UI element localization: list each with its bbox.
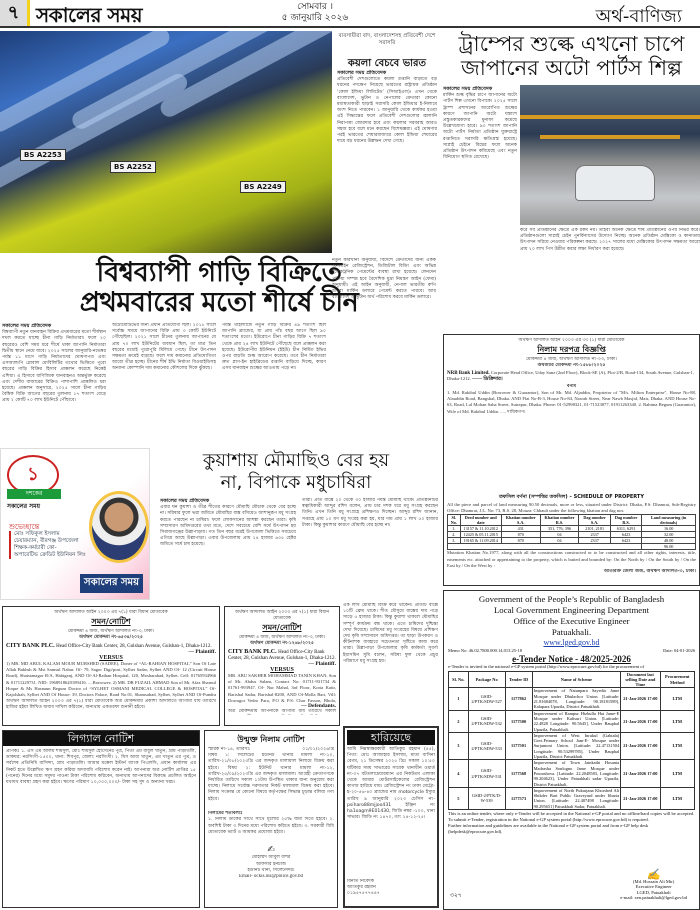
signature-icon: ✍	[646, 869, 661, 882]
summons-notice-left	[2, 606, 220, 726]
procurement-method: LTM	[660, 787, 694, 809]
schedule-cell: 1.	[448, 526, 461, 532]
package-number: GSID-2/PTK/SDW-527	[468, 688, 505, 710]
article-text: পর্যন্ত থাইল্যান্ডে নতুন গাড়ি বিক্রির ৪৯ শতাংশ ছিল জাপানি ব্র্যান্ডের, যা প্রায় পাঁচ বছর আগে ছিল ৯০ শতাংশের মতো। ইউরোপে চীনা গাড়ির বিক্রি ৭ শতাংশ থেকে প্রায় ২৪ লাখ ইউনিটে পৌঁছেছে বলে প্রাক্কলন করা হয়েছে। ইউরোপীয় ইউনিয়ন (ইইউ) চীন নির্মিত ইভির ওপর বাড়তি শুল্ক আরোপ করেছে। তবে চীন নির্মাতারা দ্রুত প্লাগ-ইন হাইব্রিডের রপ্তানি বাড়িয়ে দিচ্ছে, কারণ এসব যানবাহন শুল্কের আওতায় পড়ে না।	[222, 323, 326, 372]
cars-photo	[0, 31, 332, 253]
tender-row	[449, 732, 695, 759]
notice-body: আমি নিম্নস্বাক্ষরকারী আতিকুর রহমান (৪৫), পিতা: মোঃ আজাহার ইসলাম, মাতা বাসিনা বেগম, ২১ ডিসেম্বর ২০২৫ খ্রিঃ সকাল ১০:৫০ ঘটিকার সময় সাভারের সাবেক থানাধীন ওয়ার্ড নং-০৭ বটতলাচেয়ারম্যান এর নিকটতম এলাকা থেকে আমার মোটরসাইকেলের রেজিস্ট্রেশন কাগজ হারিয়ে যায়। রেজিস্ট্রেশন নং ঢাকা মেট্রো-হ-২০-৫৬-৪০ ব্র্যান্ডের নাম motorcycle ইস্যুর তারিখ ৯ জানুয়ারি ২০২৩ চেসিস নং- psiharo88mjjoo431 ইঞ্জিন নং ha1oagm9E01430, জিডি নম্বর -১০০, থানা সাভার। জিডি নং ১৪৭০, তাং ২৪-১২-২৫।	[347, 747, 435, 821]
notice-body: প্রাপকঃ ১. এস এম আলম শামসুল, মোঃ শামসুল হোসেনের পুত্র, পিতা এম বাবুল খাতুন, গ্রাম পাড়াতলি, ডাকঘর: নরসিংদী-১৫০০, থানা: শিবপুর, জেলা: নরসিংদী। ২. মিস আবা খাতুন, এম খাতুন এর পুত্র, ও সর্বশেষ প্রতিনিধি বাসিন্দা, গ্রাম পাড়াতলি। আমার মক্কেল ইস্টার্ন ব্যাংক পিএলসি, প্রধান কার্যালয় এর নিকট হতে উল্লেখিত ঋণ গ্রহণ করিয়া অদ্যাবধি পরিশোধ করেন নাই। আপনারা অত্র নোটিশ প্রাপ্তির ১৫ (পনের) দিনের মধ্যে সমুদয় পাওনা টাকা পরিশোধ করিবেন, অন্যথায় আপনাদের বিরুদ্ধে প্রচলিত আইনে যথাযথ ব্যবস্থা গ্রহণ করা হইবে। ঋণের পরিমাণ ১০,০০০,০০০/- টাকা সহ সুদ ও অন্যান্য খরচ।	[6, 749, 196, 786]
byline: সকালের সময় প্রতিবেদক	[2, 323, 52, 329]
row-number: 5	[449, 787, 469, 809]
case-number: অর্থজারি মোকদ্দমা নং-১৫৮৮/২০২৫	[537, 363, 606, 369]
last-selling-date: 21-Jan-2026 17:00	[621, 710, 660, 732]
row-number: 3	[449, 732, 469, 759]
trump-story-col2	[520, 228, 700, 328]
memo-number: স্মারক নং-১৪, তারিখঃ	[208, 747, 251, 752]
row-number: 1	[449, 688, 469, 710]
bee-story-col3	[343, 603, 438, 713]
row-number: 4	[449, 760, 469, 787]
column-header: Dag number S.A.	[579, 515, 610, 526]
schedule-intro: All the piece and parcel of land measuring 90.50 decimals, more or less, situated under District: Dhaka, P.S: Dhamrai, Sub-Registry Office: Dhamrai, J.L. No: 73, R.S. 28, Mouza: Chhauli under the following khatian and dag nos.	[447, 502, 696, 514]
byline: সকালের সময় প্রতিবেদক	[337, 70, 387, 76]
signature-block	[620, 869, 687, 901]
tender-id: 1177501	[505, 732, 532, 759]
lost-notice	[343, 726, 439, 908]
side-story-body	[337, 70, 437, 255]
notice-body: 1. Md. Rakibul Uddin (Borrower & Guarantor), Son of Mr. Md. Aljaddin, Proprietor of "M/s. Milton Enterprise", House No-88, Alauddin Road, Bangshal, Dhaka. AND Flat No-B-3, House No-84, Nawab Street, Near Nawb Masjid, Mair, Dhaka. AND House No-63, Road, Lal Mohan Saha Street, Sutrapur, Dhaka. Phone: 01-52998321, 01-71523877, 01911263340. 2. Rahima Begum (Guarantor), Wife of Md. Rakibul Uddin. ..... দায়িকগণ।	[447, 390, 696, 414]
tender-id: 1177568	[505, 760, 532, 787]
tender-row	[449, 688, 695, 710]
schedule-table	[447, 514, 696, 550]
plaintiff-label: — Plaintiff.	[188, 649, 216, 655]
schedule-cell: 32.00	[642, 532, 696, 538]
govt-tender-notice	[443, 590, 700, 910]
case-number: অর্থঋণ মোকদ্দমা নং-৬৫৩৪/২০২৫	[79, 635, 143, 640]
last-selling-date: 21-Jan-2026 17:00	[621, 732, 660, 759]
notice-title: উন্মুক্ত নিলাম নোটিশ	[237, 735, 305, 744]
tender-footer: Further information and guidelines are available in the National e-GP system portal and from e-GP help desk (helpdesk@eprocure.gov.bd).	[448, 823, 649, 834]
side-story-headline: কয়লা বেচবে ভারত	[347, 58, 427, 69]
schedule-cell: 6423	[610, 532, 641, 538]
court-name: মোকদ্দমা ৪ জজ, অর্থঋণ আদালত নং-০৩, ঢাকা।	[525, 357, 618, 363]
signer-label: বিনীত নিবেদক	[347, 879, 374, 884]
masthead	[0, 0, 700, 28]
article-text: এবার ঘন কুয়াশা ও তীব্র শীতের কারণে মৌমাছি মৌচাক থেকে বের হচ্ছে না। সরিষার ফুলে ভরা জমিতে মৌমাছির বাক্স বসিয়েও আশানুরূপ মধু সংগ্রহ করতে পারছেন না চাষিরা। ফলে লোকসানের আশঙ্কা করছেন তারা। কৃষি সম্প্রসারণ অধিদপ্তরের তথ্য মতে, দেশে সবচেয়ে বেশি সর্ষে উৎপাদন হয় সিরাজগঞ্জের উল্লাপাড়ায়। গত তিন বছর ধরেই উপজেলা ভিত্তিতে সবচেয়ে এগিয়ে আছে উল্লাপাড়া। এবার উপজেলায় প্রায় ২৪ হাজার ৬০৫ হেক্টর জমিতে সর্ষে চাষ হয়েছে।	[160, 505, 296, 548]
ad-brand: সকালের সময়	[7, 503, 41, 510]
ad-footer-brand: সকালের সময়	[80, 574, 143, 593]
last-selling-date: 21-Jan-2026 17:00	[621, 688, 660, 710]
schedule-cell: 870	[501, 538, 540, 544]
tender-row	[449, 710, 695, 732]
signature-icon: ✍	[267, 845, 275, 856]
headline-line: না, বিপাকে মধুচাষিরা	[220, 472, 372, 493]
package-number: GSID-2/PTK/SDW-532	[468, 710, 505, 732]
main-story-col4	[332, 258, 436, 443]
notice-body: বিষয় ১: সিলেটের ইউনিট থানার মামলা নং-১০, তারিখ-২১/০৮/২০২৩খ্রি এর জব্দকৃত মালামাল নিলামে বিক্রয় করা হইবে। বিষয় ২: ইউনিট থানার মামলা নং-১২, তারিখ-২৫/০৯/২০২৩খ্রি এর জব্দকৃত মালামাল। আগ্রহী ক্রেতাগণকে নির্ধারিত তারিখে সকাল ১০টায় উপস্থিত থাকার জন্য অনুরোধ করা যাচ্ছে। নিলামে সর্বোচ্চ দরদাতার নিকট মালামাল বিক্রয় করা হইবে। নিলাম সংক্রান্ত যে কোনো বিষয়ে কর্তৃপক্ষের সিদ্ধান্ত চূড়ান্ত বলিয়া গণ্য হইবে।	[208, 753, 334, 802]
article-text: নতুন কারখানা অনুযায়ী, বিদেশে ক্রেতাদের জন্য একক অনলাইন রেজিস্ট্রেশন, ডিজিটাল বিডিং এবং অভিন্ন ইলেকট্রনিক পেমেন্টের ব্যবস্থা রাখা হয়েছে। লেনদেন প্রক্রিয়া সম্পন্ন হবে বৈদেশিক মুদ্রা নিয়ন্ত্রণ আইন (ফেমা) অনুযায়ী। এই আইন অনুযায়ী, নেপাল ভারতীয় রুপি অথবা মার্কিন ডলারে পেমেন্ট করতে পারবে। আর বাংলাদেশ ও ভুটান অর্থ পরিশোধ করবে মার্কিন ডলারে।	[332, 258, 436, 301]
person-role: অপারেটিভ ক্রেডিট ইউনিয়ন লিঃ	[14, 552, 86, 558]
signature-block	[208, 845, 334, 880]
signer-phone: ০১৯৫৭৫৭৭৪৪৭	[347, 891, 380, 897]
schedule-cell: 2337	[579, 538, 610, 544]
license-plate: BS A2249	[240, 181, 286, 193]
schedule-cell: 04	[540, 538, 579, 544]
article-text: তারা। প্রতি বাক্সে ২০ থেকে ৩০ হাজার পর্যন্ত মৌমাছি থাকে। প্রতিষ্ঠানটির স্বত্বাধিকারী আব্দুর রশিদ বলেন, প্রায় চার দশক ধরে মধু সংগ্রহ করছেন তিনি। এখন তিনি মধু সংগ্রহে প্রশিক্ষণও দিচ্ছেন। আব্দুর রশিদ জানান, সপ্তাহে প্রায় ১০ মণ মধু সংগ্রহ করা হয়, যার দাম প্রায় ১ লাখ ৫০ হাজার টাকা। কিন্তু কুয়াশার কারণে মৌমাছি বের হচ্ছে না।	[302, 498, 438, 528]
package-number: GSID-2/PTK/D-W-539	[468, 787, 505, 809]
weekday: সোমবার ।	[297, 2, 333, 12]
bank-address: Head Office-City Bank Center, 28, Gulshan Avenue, Gulshan-1, Dhaka-1212.	[228, 650, 336, 661]
tender-id: 1177500	[505, 710, 532, 732]
bee-story-col1	[160, 498, 296, 600]
bee-story-headline	[152, 450, 440, 494]
column-header: Document last selling Date and Time	[621, 671, 660, 688]
schedule-cell: 13157 & 11.10.2012	[460, 526, 501, 532]
factory-photo	[520, 85, 700, 225]
notice-body: MR. ABU SAKHER MOHAMMAD TANIN KHAN, Son of Mr. Abdus Salam, Contact No: 01711-931734 & 01761-993947. Of- Nur Mahal, 3rd Floor, Koria Katir, Barishal Sadar, Barishal-8200, AND Of-Molla Bari, Vill: Dowagor Vedro Para, P.O & P.S: Char Fasson, Bhola,	[228, 673, 336, 703]
person-role: চেয়ারম্যান, বীরগঞ্জ উপজেলা শিক্ষক-কর্মচারী কো-	[14, 538, 79, 551]
bank-address: Corporate Head Office, Uday Sanz (2nd Floor), Block-SE (A), Plot-2/B, Road-134, South Avenue, Gulshan-1, Dhaka-1212.	[447, 369, 694, 381]
govt-line: Office of the Executive Engineer	[513, 616, 630, 626]
anniversary-logo: ১	[7, 455, 59, 495]
tender-title: e-Tender Notice - 48/2025-2026	[512, 654, 631, 664]
column-header: Package No	[468, 671, 505, 688]
side-story-kicker: ব্যবসায়ীরা বাদ, বাংলাদেশসহ প্রতিবেশী দেশে সরাসরি	[338, 33, 436, 46]
issue-date	[240, 2, 390, 24]
article-text: এক লাখ মৌমাছি বিক্রি করে থাকেন। প্রতিটি বাক্সে ১০টি ফ্রেম থাকে। শীত মৌসুমে বাক্সের দাম পড়ে সাড়ে ৫ হাজার টাকা। কিন্তু কুয়াশা থাকলে মৌমাছির সম্পূর্ণ কার্যক্রম বন্ধ থাকে। এতে চাষিদের দুশ্চিন্তা দেখা দিয়েছে। চাষিদের মধু সংগ্রহের বিষয়ে প্রশিক্ষণ দেয় কৃষি সম্প্রসারণ অধিদপ্তর। তা ছাড়া উপকরণ ও কীটনাশক ব্যবহারে সচেতনতা সৃষ্টিতে কাজ করে তারা। উল্লাপাড়া উপজেলার কৃষি কর্মকর্তা সুবর্ণা ইয়াসমিন সুমি বলেন, সরিষা ফুল থেকে প্রচুর পরিমাণে মধু সংগ্রহ হয়।	[343, 603, 438, 664]
scheme-name: Improvement of West Inrukul (Gabtala) Govt.Primary School Jam-E- Mosque under Surjamoni Union. [Latitude: 22.47131504 Longitude: 90.53299785], Under Bauphal Upazila, District Patuakhali.	[533, 732, 620, 760]
scheme-name: Improvement of Natunpara Sayedia Jame Mosque under Dhulachor Union. [Latitude: 21.81684078, Longitude: 90.18181589], Kalapara Upazila, District Patuakhali.	[533, 688, 620, 710]
signer-office: ইউনিট থানা, সিলেটসদর।	[247, 867, 295, 873]
article-text: বিশ্বব্যাপী নতুন যানবাহন বিক্রির প্রথমবারের মতো শীর্ষস্থান দখল করতে যাচ্ছে চীনা গাড়ি নির্মাতারা। ফলে ২০ বছরেরও বেশি সময় ধরে শীর্ষে থাকা জাপানি নির্মাতারা দ্বিতীয় স্থানে নেমে যাবে। ২০২৫ সালের জানুয়ারি-নভেম্বর পর্যন্ত ১১ মাসে গাড়ি নির্মাতাদের ঘোষণাপত্র এবং এসঅ্যান্ডপি গ্লোবাল মোবিলিটির তথ্যের ভিত্তিতে পুরো বছরের গাড়ি বিক্রির হিসাব প্রাক্কলন করেছে নিক্কেই এশিয়া। এ হিসাবে বাণিজ্যিক যানবাহনও অন্তর্ভুক্ত করেছে এবং দেশীয় বাজারের বিক্রিও পাশাপাশি প্রাক্কলিত ধরা হয়েছে। প্রাক্কলন অনুসারে, ২০২৫ সালে চীনা গাড়ির বৈশ্বিক বিক্রি আগের বছরের তুলনায় ১৭ শতাংশ বেড়ে প্রায় ২ কোটি ৭০ লাখ ইউনিটে পৌঁছাবে।	[2, 330, 106, 404]
article-text: প্রতিবেশী দেশগুলোতে কয়লা রপ্তানি বাড়াতে বড় ধরনের পদক্ষেপ নিয়েছে ভারতের রাষ্ট্রায়ত্ত প্রতিষ্ঠান ‘কোল ইন্ডিয়া লিমিটেড’ (সিআইএল)। এখন থেকে বাংলাদেশ, ভুটান ও নেপালের ক্রেতারা কোনো মধ্যস্থতাকারী ছাড়াই সরাসরি কোল ইন্ডিয়ার ই-নিলামে অংশ নিতে পারবেন। ১ জানুয়ারি থেকে কার্যকর হওয়া এই সিদ্ধান্তের ফলে প্রতিবেশী দেশগুলোর জ্বালানি নিরাপত্তা জোরদার হবে এবং কয়লার সরবরাহ আরও সহজ হবে বলে মনে করছেন বিশেষজ্ঞরা। এই ঘোষণার পরই ভারতের শেয়ারবাজারে কোল ইন্ডিয়া শেয়ারের দামে বড় ধরনের উল্লম্ফন দেখা গেছে।	[337, 77, 437, 145]
summons-notice-middle	[224, 606, 340, 726]
notice-title: হারিয়েছে	[347, 730, 435, 745]
column-header: Sl. No.	[448, 515, 461, 526]
bank-name: CITY BANK PLC.	[6, 643, 55, 649]
date: ৫ জানুয়ারি ২০২৬	[281, 13, 349, 23]
notice-title: সমন/নোটিশ	[91, 617, 131, 626]
package-number: GSID-2/PTK/SDW-531	[468, 760, 505, 787]
court-name: মোকদ্দমা ৪ জজ, অর্থঋণ আদালত নং-৩, ঢাকা।	[238, 635, 326, 640]
column-header: Land measuring (in decimals)	[642, 515, 696, 526]
signer-office: LGED, Patuakhali	[636, 889, 671, 895]
last-selling-date: 21-Jan-2026 17:00	[621, 760, 660, 787]
column-header: Sl. No.	[449, 671, 469, 688]
tender-intro: e-Tender is invited in the national e-GP system portal (http://www.eprocure.gov.bd) for the procurement of	[448, 664, 645, 669]
tender-table	[448, 671, 695, 810]
last-selling-date: 21-Jan-2026 17:00	[621, 787, 660, 809]
nrb-auction-notice	[443, 334, 700, 586]
notice-title: নিলাম দরপত্র বিজ্ঞপ্তি	[537, 345, 606, 355]
notice-body: 1) MR. MD ABUL KALAM MOUR MURSHED (SADEE), Doner of “AL-RAHIAN HOSPITAL” Son Of Late Allah Bakhsh & Mst Samsul Nahar. Of- 79, Sagor Digi/post, Sylhet Sadar, Sylhet AND Of- 12 (Circuit House Road), Shaistanagor R/A, Habiganj, AND Of-Al-Raihan Hospital, 120, Mosharabad, Sylhet. Cell: 01765934966 & 01711229731. NID: 1968918620189416. ....Borrower; 2) MR. DR FUZAIL AHMAD Son of Mr. Afaz Sharnul Hoque & Ms Hasnaun Begum Doctor of “SYLHET OSMANI MEDICAL COLLEGE & HOSPITAL” Of-Kajolshah, Sylhet AND Of House: 39, Doctors Palace, Road No.01, Shamsabad, Sylhet, Sylhet AND Of-Pundra	[6, 661, 216, 698]
total-measure: 96.00	[642, 544, 696, 550]
anniversary-ribbon: দশকের	[7, 489, 61, 499]
notice-title: সমন/নোটিশ	[262, 623, 302, 632]
person-photo	[89, 491, 149, 563]
scheme-name: Improvement of Town Jainkathi Hosania Madrasha Sonlogno Jame Mosque under Pourashova. [Latitude: 22.2048583, Longitude: 90.204623], Under Patuakhali sadar Upazila, District Patuakhali.	[533, 760, 620, 787]
article-text: অটোমোটিভের জন্য প্রধান প্রতিযোগী ছিল। ২০১৮ সালে সর্বোচ্চ সময়ে জাপানের বিক্রি প্রায় ৩ কোটি ইউনিটে পৌঁছেছিল। ২০২১ সালে চীনের তুলনায় জাপানের যে প্রায় ৭০ লাখ ইউনিটের ব্যবধান ছিল, তা মাত্র তিন বছরের মধ্যেই পুরোপুরি মিলিয়ে গেছে। চীনে উৎপাদন সক্ষমতা ক্রমেই বাড়ছে। ফলে দাম কমানোর প্রতিযোগিতা আরো তীব্র হচ্ছে। চীনের শীর্ষ ইভি নির্মাতা বিওয়াইডিসহ অন্যান্য কোম্পানি দাম কমানোর কৌশলের দিকে ঝুঁকছে।	[112, 323, 216, 372]
trump-story-col1	[443, 86, 517, 331]
procurement-method: LTM	[660, 688, 694, 710]
greeting-text: শুভেচ্ছান্তে	[9, 523, 40, 531]
versus-label: VERSUS	[99, 655, 123, 661]
article-text: করে সব প্রতিষ্ঠানের ক্ষেত্রে এক রকম নয়। তাইবা অনেক ক্ষেত্রে শীর্ষ প্রতিষ্ঠানের ওপর নির্ভর করে। প্রতিষ্ঠানগুলো সাপ্লাই চেইন পুনর্বিন্যাসের উদ্যোগ নিচ্ছে। অনেক প্রতিষ্ঠান মেক্সিকো ও কানাডায় উৎপাদন সরিয়ে নেওয়ার পরিকল্পনা করছে। ২০২৭ সালের মধ্যে মেক্সিকোর উৎপাদন সক্ষমতা আরো প্রায় ২০ লাখ পিস উন্নীত করার লক্ষ্য নির্ধারণ করা হয়েছে।	[520, 228, 700, 252]
schedule-cell: 19165 & 11.09.2014	[460, 538, 501, 544]
schedule-cell: 16.00	[642, 526, 696, 532]
terms-text: ১. নিলাম ডাকের সাথে সাথে মূল্যের ২৫% জমা দিতে হইবে। ২. অবশিষ্ট টাকা ৩ দিনের মধ্যে পরিশোধ করিতে হইবে। ৩. সরকারী বিধি মোতাবেক ভ্যাট ও আয়কর প্রযোজ্য হইবে।	[208, 817, 334, 835]
notice-header: অর্থঋণ আদালত আইন ২০০৩ এর ৭(১) ধারা বিধান মোতাবেক	[234, 610, 330, 621]
schedule-cell: 6423	[610, 538, 641, 544]
column-header: Khatian number R.S.	[540, 515, 579, 526]
tender-footer: This is an online tender, where only e-Tender will be accepted in the National e-GP portal and no offline/hard copies will be accepted. To submit e-Tender, registration in the National e-GP system portal (http://www.eprocure.gov.bd) is required.	[448, 811, 695, 822]
trump-story-headline	[443, 32, 700, 80]
tender-row	[449, 787, 695, 809]
govt-line: Patuakhali.	[551, 627, 592, 637]
package-number: GSID-2/PTK/SDW-533	[468, 732, 505, 759]
notice-header: অর্থঋণ আদালত আইন ২০০৩ এর ৭(১) ধারা বিধান মোতাবেক	[54, 610, 168, 615]
column-header: Procurement Method	[660, 671, 694, 688]
signer-email: e-mail: xen.patuakhali@lged.gov.bd	[620, 895, 687, 901]
column-header: Khatian number S.A.	[501, 515, 540, 526]
notice-header: অর্থঋণ আদালত আইন ২০০৩ এর ৩৩ (১) ধারা মোতাবেক	[518, 338, 625, 343]
headline-line: বিশ্বব্যাপী গাড়ি বিক্রিতে	[96, 257, 342, 288]
schedule-cell: 870	[501, 532, 540, 538]
page-number: ৭	[0, 0, 30, 26]
open-auction-notice	[204, 730, 338, 908]
section-title: অর্থ-বাণিজ্য	[595, 6, 682, 27]
byline: সকালের সময় প্রতিবেদক	[443, 86, 493, 92]
schedule-cell: 2.	[448, 532, 461, 538]
schedule-cell: 04	[540, 532, 579, 538]
website-link[interactable]: www.lged.gov.bd	[543, 638, 600, 647]
ad-code: ৩২৭	[450, 893, 462, 899]
headline-line: কুয়াশায় মৌমাছিও বের হয়	[202, 450, 390, 471]
govt-line: Local Government Engineering Department	[493, 605, 650, 615]
defendants-label: — Defendants.	[301, 703, 336, 709]
license-plate: BS A2253	[20, 149, 66, 161]
row-number: 2	[449, 710, 469, 732]
notice-body: অর্থঋণ আদালত আইন ২০০৩ এর ৭(১) ধারা মোতাবেক অত্র মোকদ্দমায় প্রকাশ্য আদালতে আগামী ধার্য তারিখে হাজির হইয়া লিখিত জবাব দাখিল করিবেন, অন্যথায় একতরফা শুনানী হইবে।	[6, 699, 216, 711]
main-story-col1	[2, 323, 106, 443]
signer-name: আতিকুর রহমান	[347, 885, 376, 891]
headline-line: ট্রাম্পের শুল্কে এখনো চাপে	[458, 32, 685, 56]
headline-line: প্রথমবারের মতো শীর্ষে চীন	[79, 287, 359, 318]
govt-line: Government of the People’s Republic of Bangladesh	[478, 594, 665, 604]
column-header: Deed number and date	[460, 515, 501, 526]
notice-date: ০১/০১/২০২৬খ্রি	[302, 747, 334, 752]
tender-id: 1177573	[505, 787, 532, 809]
scheme-name: Improvement of Rampur Hizbulla Hat Jame-E Mosque under Kalisuri Union. [Latitude: 22.4828 Longitude: 90.5645], Under Bauphal Upazila, Patuakhali.	[533, 710, 620, 732]
schedule-cell: 431	[501, 526, 540, 532]
license-plate: BS A2252	[110, 161, 156, 173]
signer-title: অফিসার ইনচার্জ	[255, 861, 287, 867]
column-header: Dag number R.S.	[610, 515, 641, 526]
bank-address: Head Office-City Bank Center, 28, Gulshan Avenue, Gulshan-1, Dhaka-1212.	[56, 644, 212, 649]
plaintiff-label: — Plaintiff.	[308, 661, 336, 667]
notice-date: Date: 04-01-2026	[663, 648, 695, 653]
bee-story-col2	[302, 498, 438, 600]
article-text: মার্কিন শুল্ক বৃদ্ধির চাপে জাপানের অটো পার্টস শিল্প এখনো বিপাকে। ২০২৫ সালে ট্রাম্প প্রশাসনের আরোপিত শুল্কের কারণে জাপানি অটো যন্ত্রাংশ প্রস্তুতকারকদের মুনাফা কমেছে উল্লেখযোগ্য হারে। ৯০ শতাংশ জাপানি অটো পার্টস নির্মাতা প্রতিষ্ঠান যুক্তরাষ্ট্রে রপ্তানিতে সরাসরি ক্ষতিগ্রস্ত হয়েছে। সাপ্লাই চেইনে বিঘ্নের ফলে অনেক প্রতিষ্ঠান উৎপাদন কমিয়েছে এবং নতুন বিনিয়োগ স্থগিত রেখেছে।	[443, 93, 517, 161]
schedule-cell: 2337	[579, 532, 610, 538]
procurement-method: LTM	[660, 760, 694, 787]
newspaper-brand: সকালের সময়	[36, 3, 143, 27]
terms-title: নিলামের শর্তাবলীঃ	[208, 811, 243, 817]
memo-number: Memo No: 46.02.7800.000.14.013.25-18	[448, 648, 522, 653]
main-story-col2	[112, 323, 216, 443]
schedule-cell: 2101, 2181	[579, 526, 610, 532]
signer-name: (Md. Hossain Ali Mir)	[632, 878, 675, 884]
procurement-method: LTM	[660, 732, 694, 759]
person-details	[9, 531, 89, 559]
column-header: Name of Scheme	[532, 671, 621, 688]
versus-label: VERSUS	[270, 667, 294, 673]
bank-name: NRB Bank Limited.	[447, 370, 490, 376]
notice-title: লিগ্যাল নোটিশ	[3, 731, 199, 746]
procurement-method: LTM	[660, 710, 694, 732]
schedule-title: তফসিল বর্ণনা (সম্পত্তির তফসিল) – SCHEDULE OF PROPERTY	[499, 494, 644, 501]
greeting-advertisement	[0, 448, 150, 600]
legal-notice	[2, 730, 200, 908]
schedule-cell: 12425 & 05.11.2015	[460, 532, 501, 538]
signer-name: মোহাম্মদ আবুল বশির	[251, 855, 291, 861]
scheme-name: Improvement of North Pukurjana Khorshed Ali Shikder Bari Public Graveyard under Itbaria Union. [Latitude: 22.407498 Longitude: 90.295651] Patuakhali Sadar, Patuakhali.	[533, 787, 620, 809]
court-name: মোকদ্দমা ৪ জজ, অর্থঋণ আদালত নং-৩, ঢাকা।	[67, 629, 155, 634]
schedule-cell: 351, 776, 396	[540, 526, 579, 532]
schedule-cell: 48.00	[642, 538, 696, 544]
tender-row	[449, 760, 695, 787]
schedule-cell: 3.	[448, 538, 461, 544]
notice-body: অত্র মোকদ্দমায় আপনাকে আগামী ধার্য তারিখে সকাল	[228, 709, 336, 714]
main-story-col3	[222, 323, 326, 443]
column-header: Tender ID	[505, 671, 532, 688]
signer-email: Email- ockis.ins@police.gov.bd	[239, 874, 303, 880]
bank-name: CITY BANK PLC.	[228, 649, 277, 655]
versus-label: বনাম	[566, 383, 577, 389]
schedule-footer: Mutation Khatian No.1977, along with all the constructions constructed or to be constructed and all other rights, interests, title, easements etc. attached or appertaining to the property, which is butted and bounded by: On the North by / On the South by / On the East by / On the West by :	[447, 550, 696, 568]
schedule-cell: 6311, 6291	[610, 526, 641, 532]
tender-id: 1177862	[505, 688, 532, 710]
decree-holder: —— ডিক্রিদার।	[472, 376, 503, 382]
headline-line: জাপানের অটো পার্টস শিল্প	[460, 56, 682, 80]
court-footer: অতিরিক্ত জেলা জজ, অর্থঋণ আদালত-৩, ঢাকা।	[604, 569, 696, 575]
person-name: মোঃ সফিকুল ইসলাম	[14, 531, 60, 537]
case-number: অর্থঋণ মোকদ্দমা নং-১২৬৮/২০২৫	[250, 641, 314, 646]
byline: সকালের সময় প্রতিবেদক	[160, 498, 210, 504]
signer-title: Executive Engineer	[635, 884, 672, 890]
